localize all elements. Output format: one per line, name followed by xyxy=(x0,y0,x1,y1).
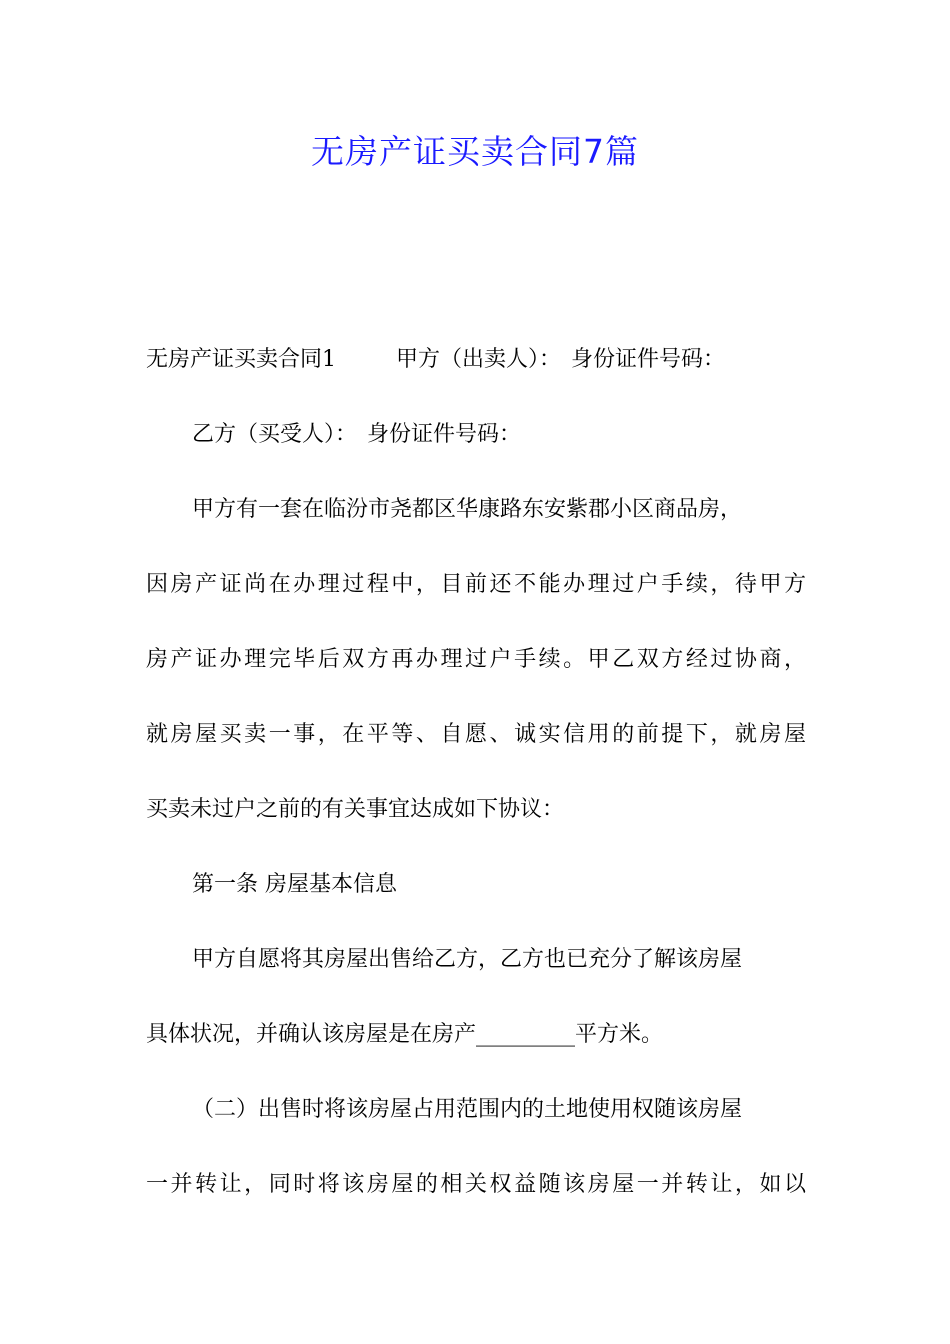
paragraph-line: 具体状况，并确认该房屋是在房产_________平方米。 xyxy=(146,1022,664,1047)
paragraph-line: （二）出售时将该房屋占用范围内的土地使用权随该房屋 xyxy=(192,1097,743,1122)
paragraph-line: 就房屋买卖一事，在平等、自愿、诚实信用的前提下，就房屋 xyxy=(146,722,806,747)
section-title: 无房产证买卖合同1 xyxy=(146,347,336,372)
party-a-label: 甲方（出卖人）： xyxy=(396,347,562,372)
document-title: 无房产证买卖合同7篇 xyxy=(311,132,639,171)
party-b-line xyxy=(146,411,806,486)
paragraph-line: 一并转让，同时将该房屋的相关权益随该房屋一并转让，如以 xyxy=(146,1172,806,1197)
party-b-label: 乙方（买受人）： xyxy=(192,422,358,447)
party-b-id-label: 身份证件号码： xyxy=(367,422,522,447)
paragraph-line: 甲方有一套在临汾市尧都区华康路东安紫郡小区商品房， xyxy=(192,497,743,522)
paragraph-line: 甲方自愿将其房屋出售给乙方，乙方也已充分了解该房屋 xyxy=(192,947,743,972)
article-heading: 第一条 房屋基本信息 xyxy=(192,872,397,897)
document-body xyxy=(146,336,806,1236)
paragraph-line: 房产证办理完毕后双方再办理过户手续。甲乙双方经过协商， xyxy=(146,647,806,672)
paragraph-line: 买卖未过户之前的有关事宜达成如下协议： xyxy=(146,797,565,822)
heading-line xyxy=(146,336,806,411)
party-a-id-label: 身份证件号码： xyxy=(571,347,726,372)
paragraph-line: 因房产证尚在办理过程中，目前还不能办理过户手续，待甲方 xyxy=(146,572,806,597)
